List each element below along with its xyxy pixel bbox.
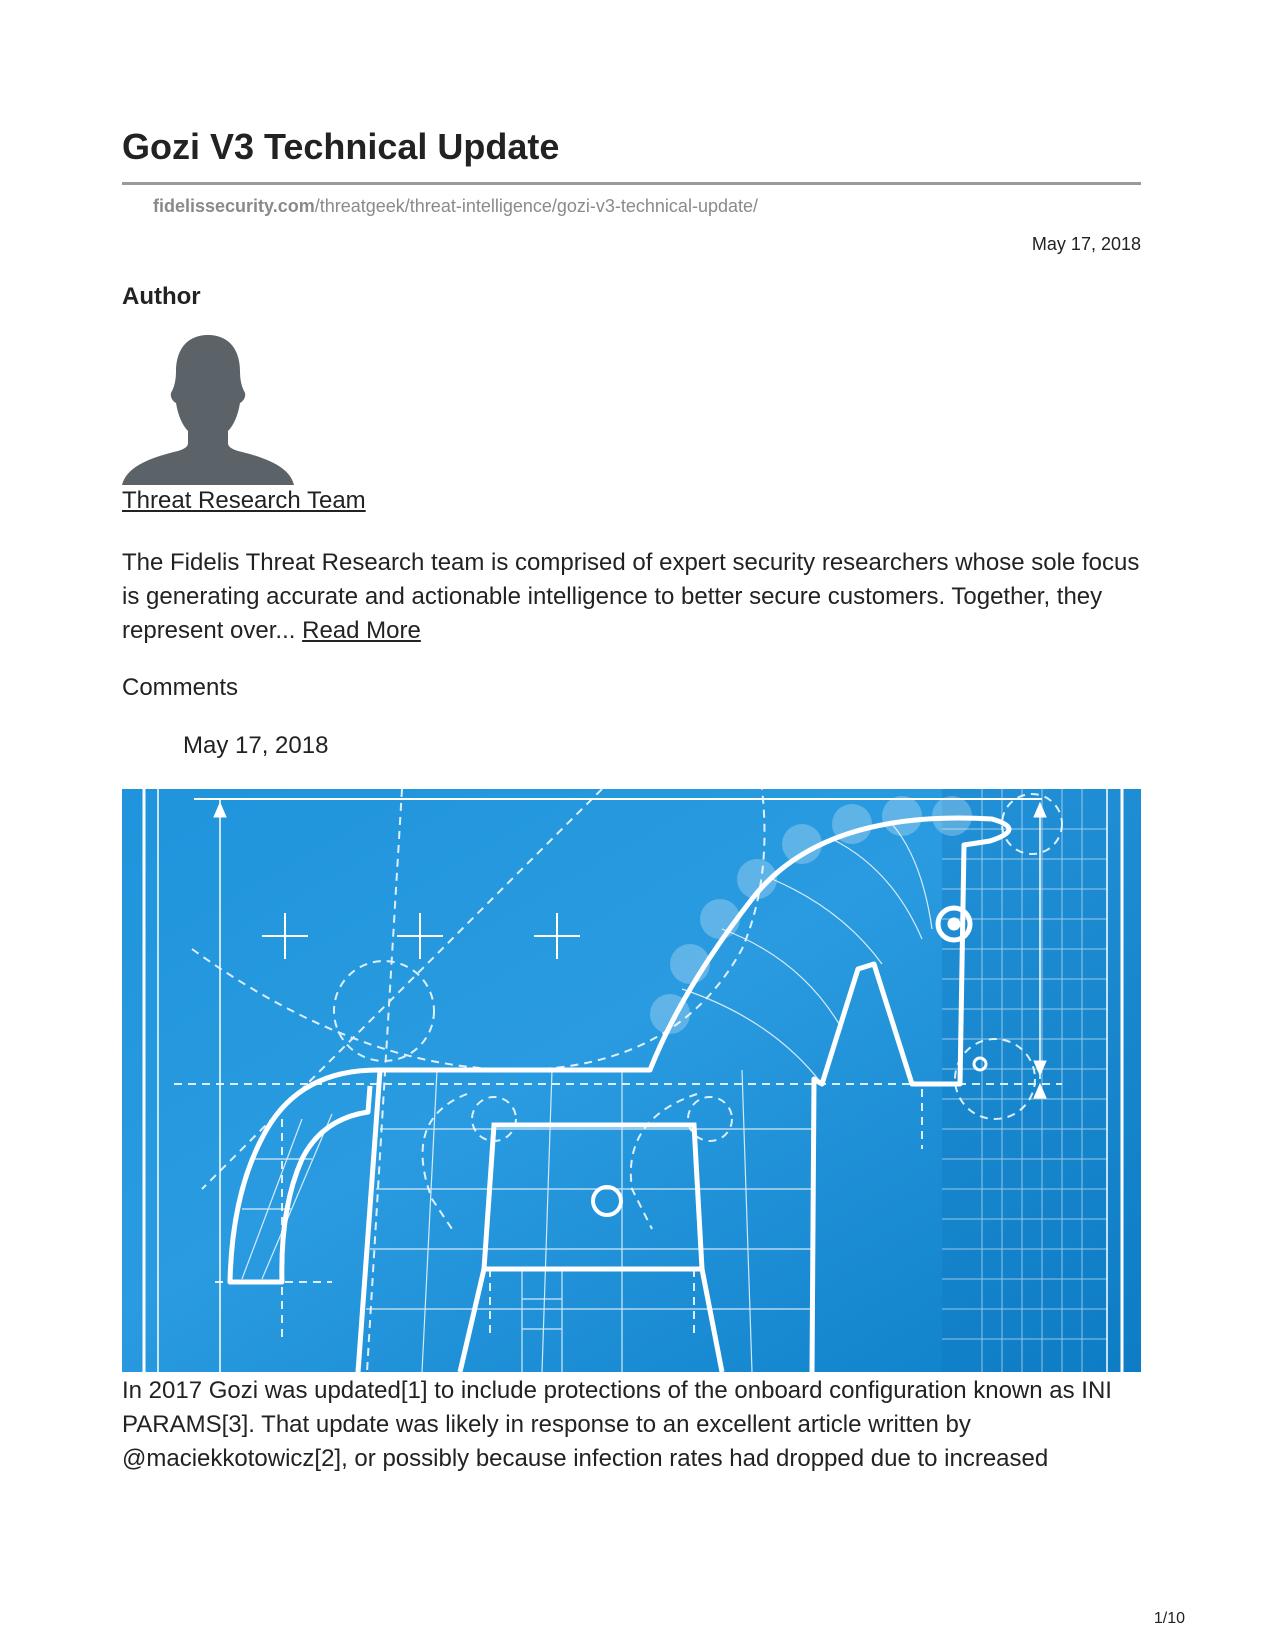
publish-date: May 17, 2018 — [1031, 234, 1141, 254]
author-heading: Author — [122, 283, 201, 310]
author-bio — [122, 546, 1142, 648]
author-name-link[interactable]: Threat Research Team — [122, 487, 366, 514]
article-paragraph: In 2017 Gozi was updated[1] to include protections of the onboard configuration known as INI PARAMS[3]. That update was likely in response to an excellent article written by @maciekkotowicz[2], or possibly because infection rates had dropped due to increased — [122, 1377, 1112, 1472]
page-title: Gozi V3 Technical Update — [122, 126, 560, 167]
comments-label: Comments — [122, 674, 239, 701]
title-divider — [122, 182, 1141, 185]
page-number: 1/10 — [1153, 1610, 1185, 1627]
url-domain[interactable]: fidelissecurity.com — [153, 196, 315, 216]
source-url[interactable] — [153, 196, 758, 217]
author-bio-text: The Fidelis Threat Research team is comprised of expert security researchers whose sole focus is generating accurate and actionable intelligence to better secure customers. Together, they represent over... — [122, 549, 1140, 644]
person-silhouette-icon — [122, 335, 294, 485]
comment-date: May 17, 2018 — [183, 732, 329, 759]
trojan-horse-blueprint-icon — [122, 789, 1141, 1372]
read-more-link[interactable]: Read More — [302, 617, 421, 644]
url-path[interactable]: /threatgeek/threat-intelligence/gozi-v3-technical-update/ — [314, 196, 758, 216]
